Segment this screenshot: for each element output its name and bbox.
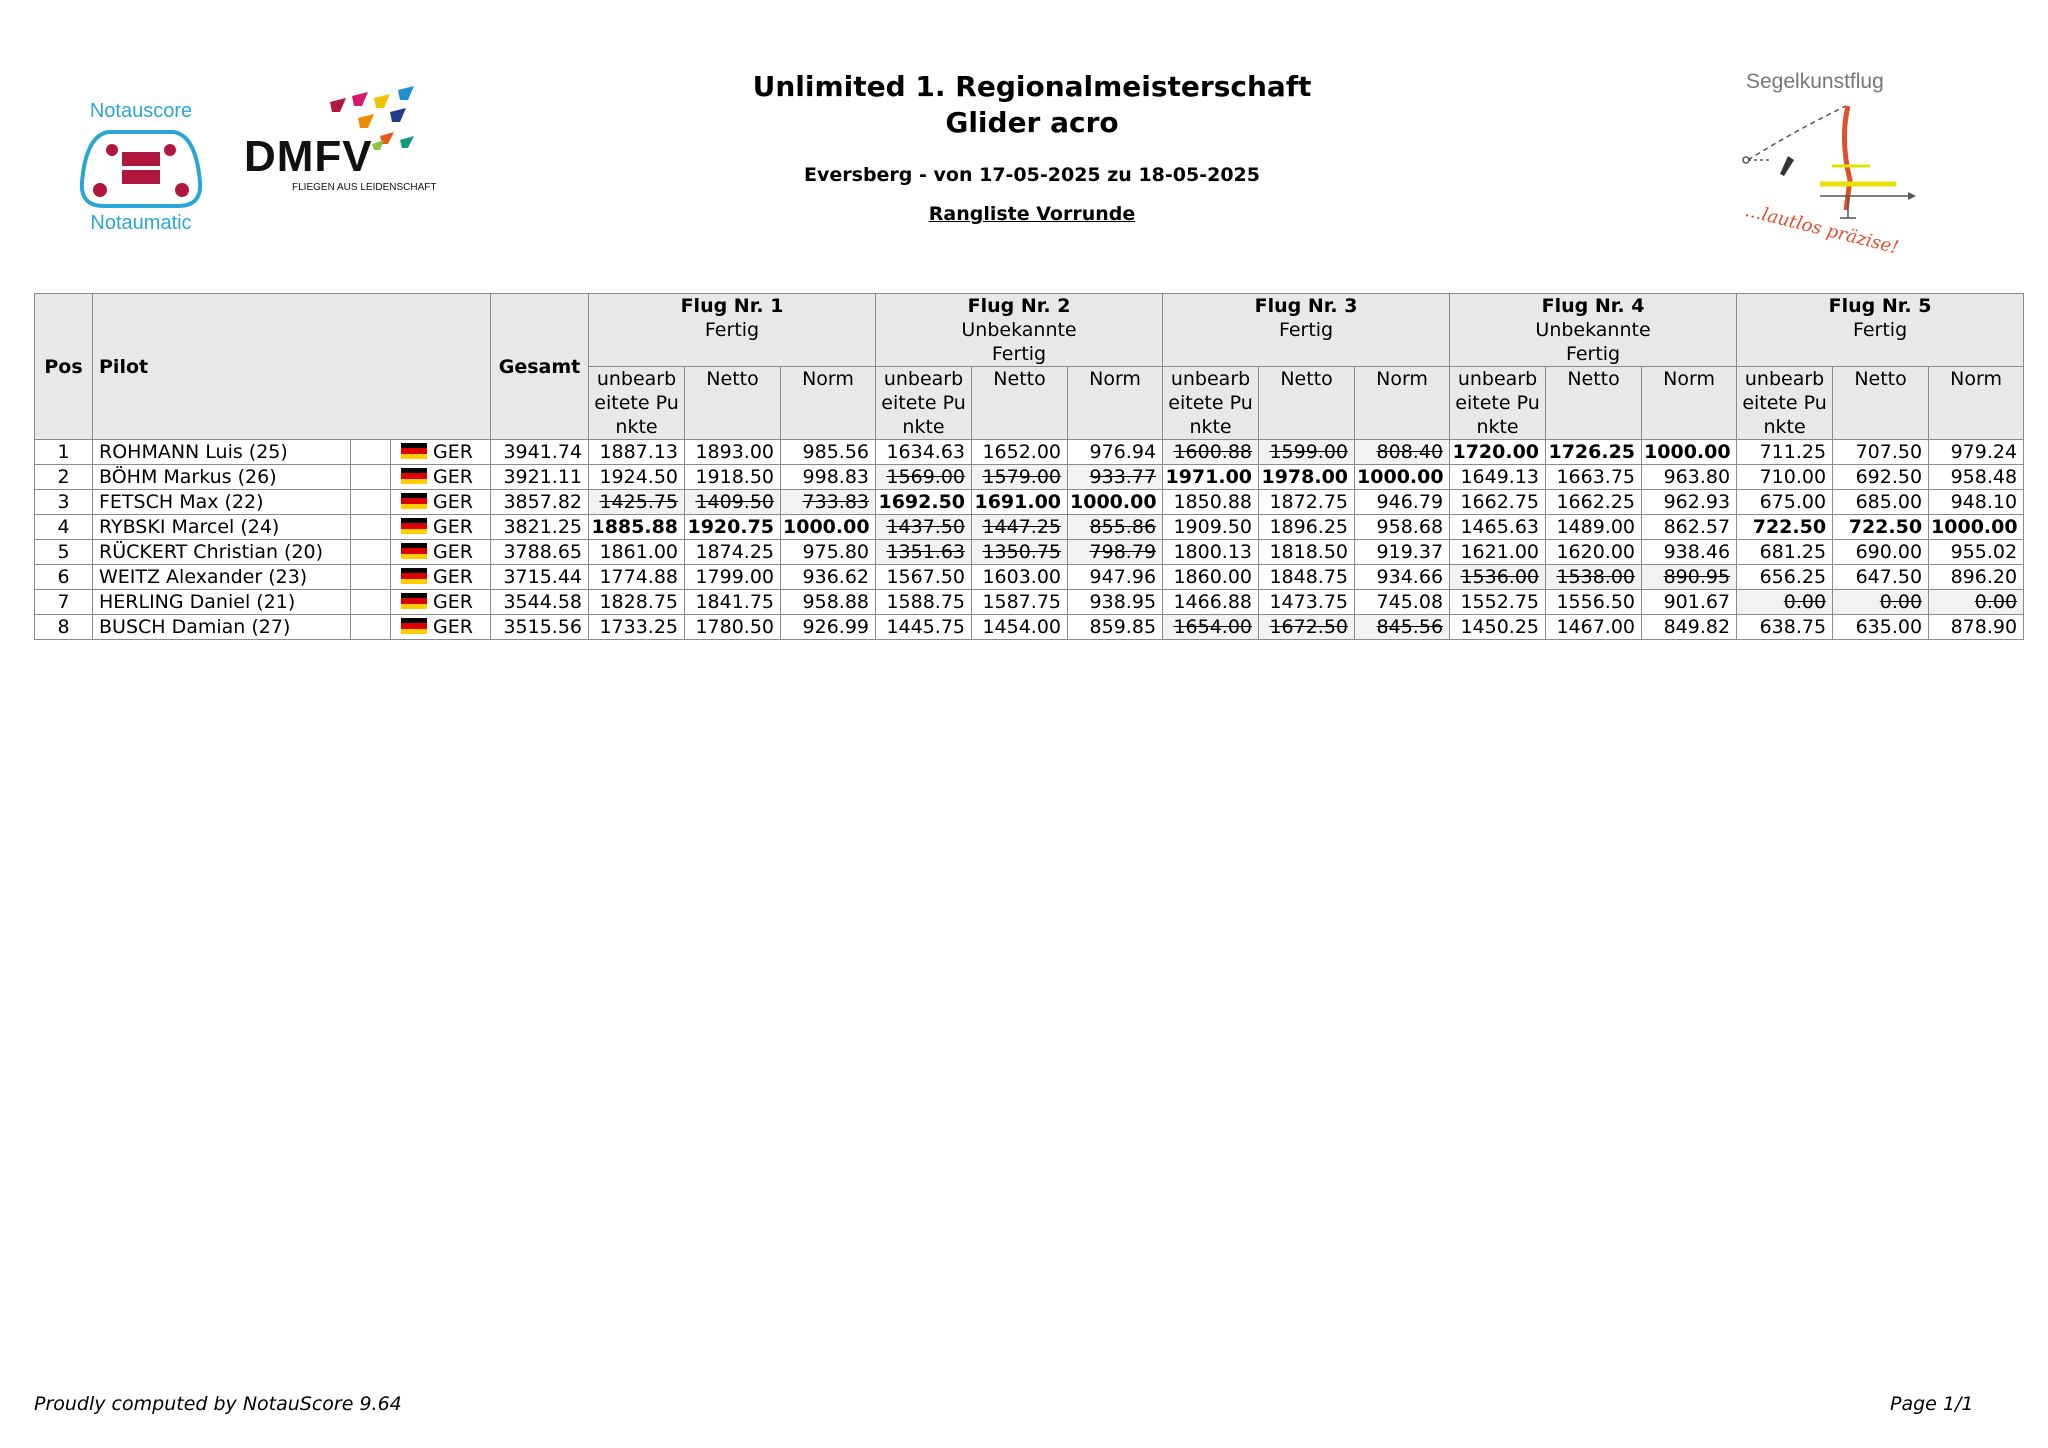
cell-raw-points: 1885.88 xyxy=(589,515,685,540)
cell-netto: 690.00 xyxy=(1833,540,1929,565)
cell-netto: 1473.75 xyxy=(1259,590,1355,615)
cell-norm: 958.48 xyxy=(1929,465,2024,490)
cell-raw-points: 1828.75 xyxy=(589,590,685,615)
cell-raw-points: 1437.50 xyxy=(876,515,972,540)
cell-norm: 948.10 xyxy=(1929,490,2024,515)
cell-netto: 1538.00 xyxy=(1546,565,1642,590)
cell-raw-points: 710.00 xyxy=(1737,465,1833,490)
cell-total: 3788.65 xyxy=(491,540,589,565)
cell-country xyxy=(391,515,491,540)
cell-total: 3821.25 xyxy=(491,515,589,540)
cell-netto: 1918.50 xyxy=(685,465,781,490)
cell-netto: 1691.00 xyxy=(972,490,1068,515)
cell-norm: 890.95 xyxy=(1642,565,1737,590)
cell-netto: 1872.75 xyxy=(1259,490,1355,515)
cell-norm: 976.94 xyxy=(1068,440,1163,465)
subheader-norm: Norm xyxy=(1355,367,1450,440)
cell-netto: 722.50 xyxy=(1833,515,1929,540)
cell-norm: 958.68 xyxy=(1355,515,1450,540)
country-code: GER xyxy=(433,616,473,638)
cell-netto: 1663.75 xyxy=(1546,465,1642,490)
flight-status: Fertig xyxy=(1278,319,1334,341)
cell-norm: 1000.00 xyxy=(1068,490,1163,515)
germany-flag-icon xyxy=(401,518,427,534)
cell-raw-points: 1465.63 xyxy=(1450,515,1546,540)
cell-raw-points: 1536.00 xyxy=(1450,565,1546,590)
cell-netto: 647.50 xyxy=(1833,565,1929,590)
cell-raw-points: 1654.00 xyxy=(1163,615,1259,640)
header-pilot: Pilot xyxy=(93,294,491,440)
cell-raw-points: 1971.00 xyxy=(1163,465,1259,490)
cell-netto: 1726.25 xyxy=(1546,440,1642,465)
cell-norm: 808.40 xyxy=(1355,440,1450,465)
dmfv-logo-word: DMFV xyxy=(244,132,373,181)
cell-norm: 919.37 xyxy=(1355,540,1450,565)
country-code: GER xyxy=(433,591,473,613)
country-code: GER xyxy=(433,566,473,588)
subheader-netto: Netto xyxy=(972,367,1068,440)
cell-raw-points: 1466.88 xyxy=(1163,590,1259,615)
header-gesamt: Gesamt xyxy=(491,294,589,440)
cell-raw-points: 1450.25 xyxy=(1450,615,1546,640)
cell-raw-points: 1720.00 xyxy=(1450,440,1546,465)
cell-norm: 733.83 xyxy=(781,490,876,515)
country-code: GER xyxy=(433,441,473,463)
notauscore-logo-top-text: Notauscore xyxy=(89,100,193,122)
cell-pos: 1 xyxy=(35,440,93,465)
cell-netto: 1662.25 xyxy=(1546,490,1642,515)
cell-netto: 1350.75 xyxy=(972,540,1068,565)
cell-raw-points: 675.00 xyxy=(1737,490,1833,515)
country-code: GER xyxy=(433,466,473,488)
table-row xyxy=(35,515,2024,540)
segelkunstflug-logo-title: Segelkunstflug xyxy=(1746,70,1884,93)
footer-page-number: Page 1/1 xyxy=(1890,1393,1974,1415)
cell-netto: 1467.00 xyxy=(1546,615,1642,640)
country-code: GER xyxy=(433,541,473,563)
cell-norm: 745.08 xyxy=(1355,590,1450,615)
cell-netto: 1489.00 xyxy=(1546,515,1642,540)
cell-raw-points: 1425.75 xyxy=(589,490,685,515)
cell-norm: 998.83 xyxy=(781,465,876,490)
cell-raw-points: 1733.25 xyxy=(589,615,685,640)
cell-raw-points: 638.75 xyxy=(1737,615,1833,640)
table-row xyxy=(35,465,2024,490)
flight-status: Unbekannte Fertig xyxy=(961,319,1077,365)
subheader-norm: Norm xyxy=(1068,367,1163,440)
cell-pilot: HERLING Daniel (21) xyxy=(93,590,351,615)
cell-norm: 862.57 xyxy=(1642,515,1737,540)
flight-status: Fertig xyxy=(704,319,760,341)
cell-norm: 896.20 xyxy=(1929,565,2024,590)
cell-norm: 975.80 xyxy=(781,540,876,565)
cell-raw-points: 1887.13 xyxy=(589,440,685,465)
table-row xyxy=(35,540,2024,565)
country-code: GER xyxy=(433,516,473,538)
cell-netto: 1896.25 xyxy=(1259,515,1355,540)
cell-pilot: FETSCH Max (22) xyxy=(93,490,351,515)
cell-netto: 1556.50 xyxy=(1546,590,1642,615)
cell-netto: 1874.25 xyxy=(685,540,781,565)
table-row xyxy=(35,490,2024,515)
cell-raw-points: 1634.63 xyxy=(876,440,972,465)
ranking-section-title: Rangliste Vorrunde xyxy=(928,203,1136,225)
cell-raw-points: 1600.88 xyxy=(1163,440,1259,465)
cell-raw-points: 1861.00 xyxy=(589,540,685,565)
flight-status: Fertig xyxy=(1852,319,1908,341)
cell-country xyxy=(391,565,491,590)
germany-flag-icon xyxy=(401,543,427,559)
competition-class: Glider acro xyxy=(945,106,1119,139)
cell-pilot: BUSCH Damian (27) xyxy=(93,615,351,640)
cell-netto: 1672.50 xyxy=(1259,615,1355,640)
cell-spacer xyxy=(351,490,391,515)
cell-norm: 859.85 xyxy=(1068,615,1163,640)
cell-netto: 1841.75 xyxy=(685,590,781,615)
cell-norm: 1000.00 xyxy=(1355,465,1450,490)
cell-netto: 685.00 xyxy=(1833,490,1929,515)
germany-flag-icon xyxy=(401,468,427,484)
cell-raw-points: 1909.50 xyxy=(1163,515,1259,540)
event-location-dates: Eversberg - von 17-05-2025 zu 18-05-2025 xyxy=(804,164,1260,186)
subheader-netto: Netto xyxy=(1546,367,1642,440)
subheader-raw-points: unbearbeitete Punkte xyxy=(1737,367,1833,440)
cell-netto: 1978.00 xyxy=(1259,465,1355,490)
cell-pilot: RÜCKERT Christian (20) xyxy=(93,540,351,565)
cell-spacer xyxy=(351,565,391,590)
germany-flag-icon xyxy=(401,443,427,459)
cell-pos: 6 xyxy=(35,565,93,590)
subheader-raw-points: unbearbeitete Punkte xyxy=(876,367,972,440)
cell-netto: 1454.00 xyxy=(972,615,1068,640)
cell-raw-points: 1774.88 xyxy=(589,565,685,590)
flight-title: Flug Nr. 3 xyxy=(1254,295,1358,317)
cell-netto: 1409.50 xyxy=(685,490,781,515)
subheader-norm: Norm xyxy=(781,367,876,440)
cell-norm: 878.90 xyxy=(1929,615,2024,640)
header-pos: Pos xyxy=(35,294,93,440)
cell-norm: 979.24 xyxy=(1929,440,2024,465)
germany-flag-icon xyxy=(401,568,427,584)
cell-country xyxy=(391,490,491,515)
cell-raw-points: 1692.50 xyxy=(876,490,972,515)
cell-total: 3544.58 xyxy=(491,590,589,615)
cell-pilot: WEITZ Alexander (23) xyxy=(93,565,351,590)
flight-title: Flug Nr. 4 xyxy=(1541,295,1645,317)
cell-netto: 1799.00 xyxy=(685,565,781,590)
cell-raw-points: 1800.13 xyxy=(1163,540,1259,565)
cell-norm: 958.88 xyxy=(781,590,876,615)
subheader-netto: Netto xyxy=(1833,367,1929,440)
cell-pos: 2 xyxy=(35,465,93,490)
cell-netto: 1599.00 xyxy=(1259,440,1355,465)
cell-norm: 955.02 xyxy=(1929,540,2024,565)
cell-netto: 1587.75 xyxy=(972,590,1068,615)
country-code: GER xyxy=(433,491,473,513)
germany-flag-icon xyxy=(401,618,427,634)
subheader-raw-points: unbearbeitete Punkte xyxy=(1450,367,1546,440)
cell-raw-points: 1860.00 xyxy=(1163,565,1259,590)
results-body xyxy=(35,440,2024,640)
cell-spacer xyxy=(351,515,391,540)
cell-netto: 1893.00 xyxy=(685,440,781,465)
cell-country xyxy=(391,590,491,615)
cell-pilot: ROHMANN Luis (25) xyxy=(93,440,351,465)
cell-country xyxy=(391,540,491,565)
table-row xyxy=(35,590,2024,615)
cell-norm: 845.56 xyxy=(1355,615,1450,640)
cell-norm: 962.93 xyxy=(1642,490,1737,515)
flight-title: Flug Nr. 5 xyxy=(1828,295,1932,317)
table-row xyxy=(35,565,2024,590)
cell-netto: 1603.00 xyxy=(972,565,1068,590)
cell-raw-points: 1662.75 xyxy=(1450,490,1546,515)
cell-country xyxy=(391,615,491,640)
flight-status: Unbekannte Fertig xyxy=(1535,319,1651,365)
cell-raw-points: 1567.50 xyxy=(876,565,972,590)
germany-flag-icon xyxy=(401,493,427,509)
table-row xyxy=(35,440,2024,465)
cell-raw-points: 1569.00 xyxy=(876,465,972,490)
cell-netto: 0.00 xyxy=(1833,590,1929,615)
cell-norm: 933.77 xyxy=(1068,465,1163,490)
cell-netto: 1780.50 xyxy=(685,615,781,640)
cell-raw-points: 1649.13 xyxy=(1450,465,1546,490)
cell-country xyxy=(391,465,491,490)
cell-norm: 938.46 xyxy=(1642,540,1737,565)
cell-raw-points: 1621.00 xyxy=(1450,540,1546,565)
table-header-row xyxy=(35,294,2024,367)
cell-netto: 692.50 xyxy=(1833,465,1929,490)
cell-norm: 1000.00 xyxy=(1929,515,2024,540)
flight-title: Flug Nr. 2 xyxy=(967,295,1071,317)
header-flight-4 xyxy=(1450,294,1737,367)
cell-netto: 1818.50 xyxy=(1259,540,1355,565)
header-flight-5 xyxy=(1737,294,2024,367)
header-flight-2 xyxy=(876,294,1163,367)
cell-norm: 946.79 xyxy=(1355,490,1450,515)
cell-spacer xyxy=(351,465,391,490)
cell-raw-points: 1445.75 xyxy=(876,615,972,640)
cell-norm: 1000.00 xyxy=(1642,440,1737,465)
cell-pos: 3 xyxy=(35,490,93,515)
cell-netto: 1620.00 xyxy=(1546,540,1642,565)
cell-netto: 1579.00 xyxy=(972,465,1068,490)
subheader-raw-points: unbearbeitete Punkte xyxy=(1163,367,1259,440)
cell-norm: 963.80 xyxy=(1642,465,1737,490)
competition-title: Unlimited 1. Regionalmeisterschaft xyxy=(752,70,1312,103)
footer-software-credit: Proudly computed by NotauScore 9.64 xyxy=(34,1393,402,1415)
cell-spacer xyxy=(351,440,391,465)
cell-pos: 7 xyxy=(35,590,93,615)
cell-norm: 0.00 xyxy=(1929,590,2024,615)
cell-total: 3715.44 xyxy=(491,565,589,590)
cell-norm: 947.96 xyxy=(1068,565,1163,590)
cell-total: 3921.11 xyxy=(491,465,589,490)
cell-norm: 938.95 xyxy=(1068,590,1163,615)
cell-raw-points: 1588.75 xyxy=(876,590,972,615)
cell-pos: 5 xyxy=(35,540,93,565)
cell-norm: 926.99 xyxy=(781,615,876,640)
subheader-norm: Norm xyxy=(1929,367,2024,440)
cell-norm: 1000.00 xyxy=(781,515,876,540)
cell-raw-points: 711.25 xyxy=(1737,440,1833,465)
germany-flag-icon xyxy=(401,593,427,609)
cell-total: 3515.56 xyxy=(491,615,589,640)
cell-raw-points: 1924.50 xyxy=(589,465,685,490)
header-flight-1 xyxy=(589,294,876,367)
cell-netto: 635.00 xyxy=(1833,615,1929,640)
cell-norm: 934.66 xyxy=(1355,565,1450,590)
table-row xyxy=(35,615,2024,640)
cell-norm: 849.82 xyxy=(1642,615,1737,640)
notaumatic-logo-bottom-text: Notaumatic xyxy=(90,212,192,234)
segelkunstflug-logo-slogan: ...lautlos präzise! xyxy=(1742,200,1901,259)
cell-raw-points: 1351.63 xyxy=(876,540,972,565)
cell-total: 3857.82 xyxy=(491,490,589,515)
cell-raw-points: 0.00 xyxy=(1737,590,1833,615)
cell-norm: 798.79 xyxy=(1068,540,1163,565)
cell-total: 3941.74 xyxy=(491,440,589,465)
cell-pos: 4 xyxy=(35,515,93,540)
subheader-netto: Netto xyxy=(1259,367,1355,440)
cell-netto: 1920.75 xyxy=(685,515,781,540)
header-flight-3 xyxy=(1163,294,1450,367)
cell-spacer xyxy=(351,590,391,615)
cell-norm: 855.86 xyxy=(1068,515,1163,540)
results-table xyxy=(34,293,2024,640)
cell-norm: 985.56 xyxy=(781,440,876,465)
cell-raw-points: 656.25 xyxy=(1737,565,1833,590)
cell-raw-points: 681.25 xyxy=(1737,540,1833,565)
flight-title: Flug Nr. 1 xyxy=(680,295,784,317)
cell-norm: 936.62 xyxy=(781,565,876,590)
cell-raw-points: 1552.75 xyxy=(1450,590,1546,615)
cell-raw-points: 722.50 xyxy=(1737,515,1833,540)
cell-country xyxy=(391,440,491,465)
subheader-raw-points: unbearbeitete Punkte xyxy=(589,367,685,440)
cell-spacer xyxy=(351,615,391,640)
cell-spacer xyxy=(351,540,391,565)
cell-pos: 8 xyxy=(35,615,93,640)
cell-netto: 1848.75 xyxy=(1259,565,1355,590)
cell-norm: 901.67 xyxy=(1642,590,1737,615)
cell-netto: 1447.25 xyxy=(972,515,1068,540)
dmfv-logo-tagline: FLIEGEN AUS LEIDENSCHAFT xyxy=(292,182,437,193)
cell-netto: 707.50 xyxy=(1833,440,1929,465)
subheader-norm: Norm xyxy=(1642,367,1737,440)
cell-pilot: BÖHM Markus (26) xyxy=(93,465,351,490)
cell-pilot: RYBSKI Marcel (24) xyxy=(93,515,351,540)
subheader-netto: Netto xyxy=(685,367,781,440)
cell-raw-points: 1850.88 xyxy=(1163,490,1259,515)
cell-netto: 1652.00 xyxy=(972,440,1068,465)
